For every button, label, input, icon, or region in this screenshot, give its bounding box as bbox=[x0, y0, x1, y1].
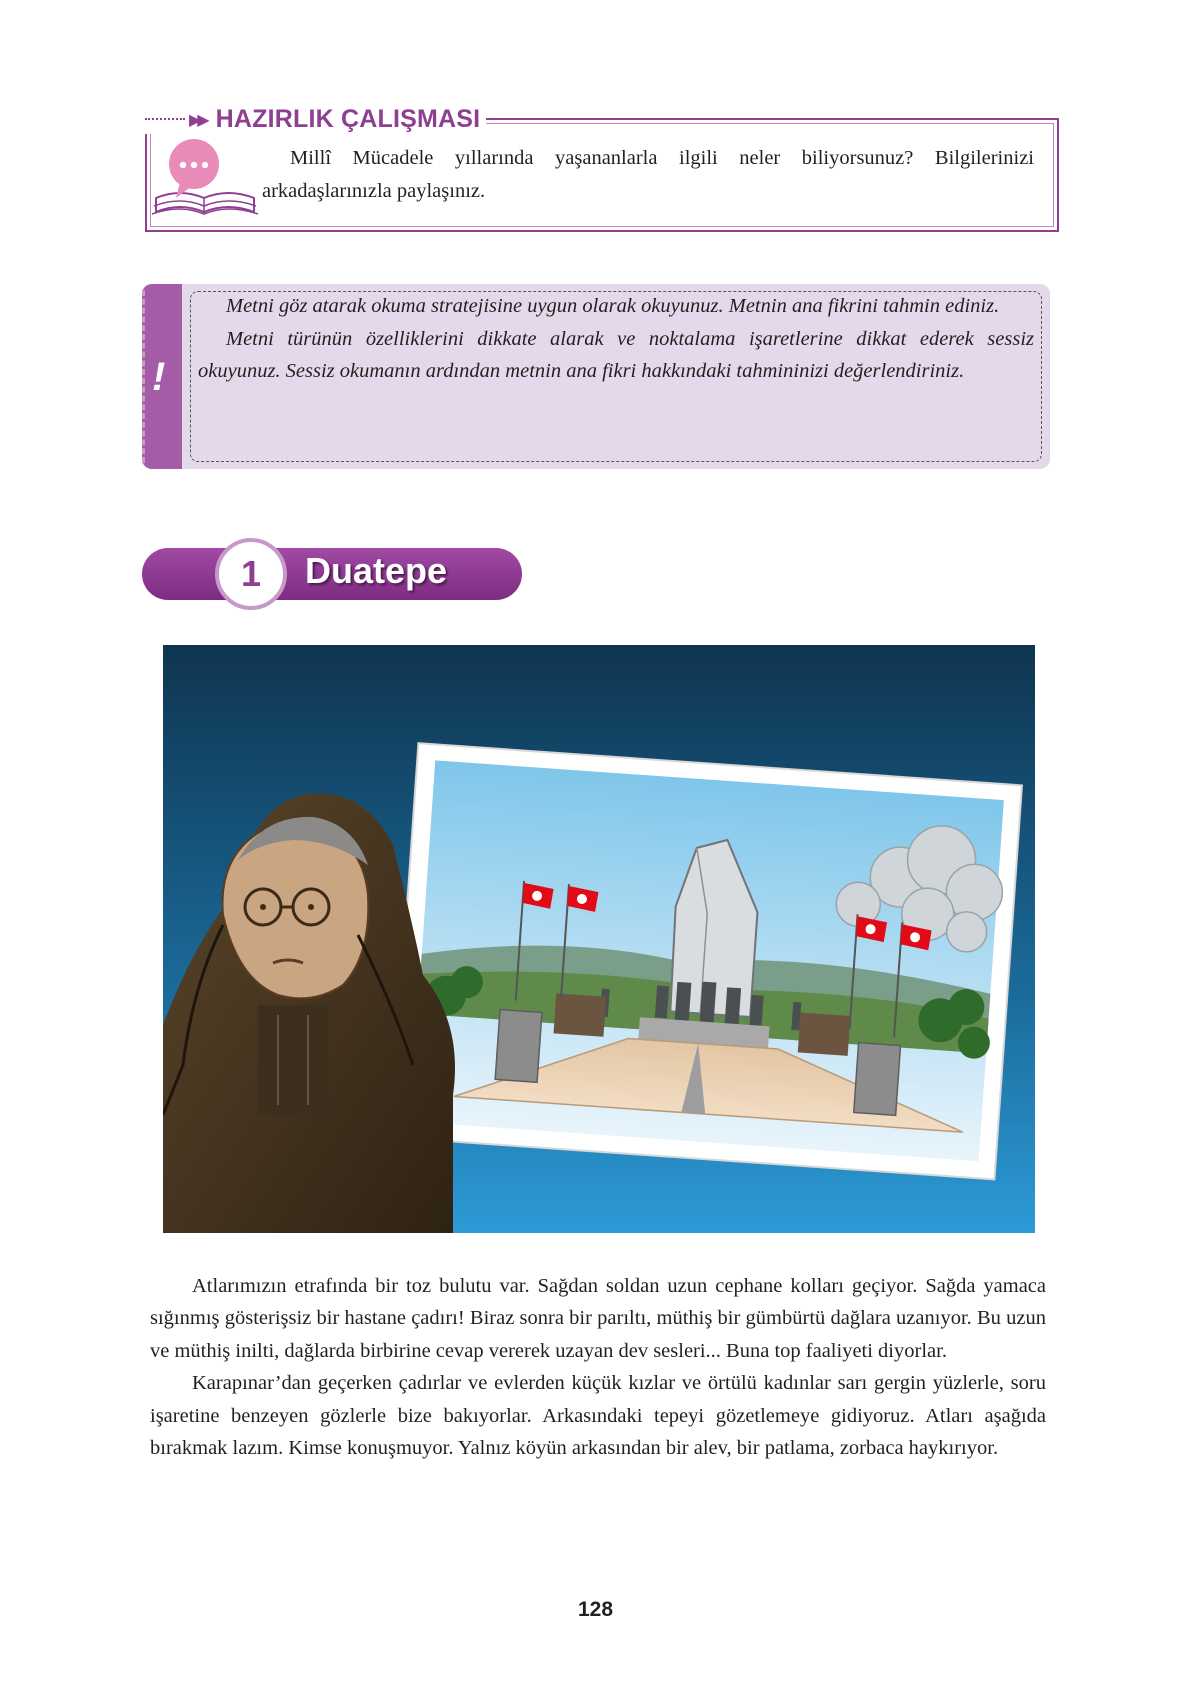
instruction-text bbox=[198, 290, 1034, 388]
body-paragraph: Atlarımızın etrafında bir toz bulutu var. Sağdan soldan uzun cephane kolları geçiyor. Sağda yamaca sığınmış gösterişsiz bir hastane çadırı! Biraz sonra bir parıltı, müthiş bir gümbürtü dağlara uzanıyor. Bu uzun ve müthiş inilti, dağlarda birbirine cevap vererek uzayan dev sesleri... Buna top faaliyeti diyorlar. bbox=[150, 1275, 1046, 1362]
section-number: 1 bbox=[215, 538, 287, 610]
instruction-paragraph: Metni göz atarak okuma stratejisine uygun olarak okuyunuz. Metnin ana fikrini tahmin ediniz. bbox=[226, 295, 1000, 317]
photo-frame bbox=[391, 743, 1022, 1179]
body-paragraph: Karapınar’dan geçerken çadırlar ve evlerden küçük kızlar ve örtülü kadınlar sarı gergin yüzlerle, soru işaretine benzeyen gözlerle bize bakıyorlar. Arkasındaki tepeyi gözetlemeye gidiyoruz. Atları aşağıda bırakmak lazım. Kimse konuşmuyor. Yalnız köyün arkasından bir alev, bir patlama, zorbaca haykırıyor. bbox=[150, 1372, 1046, 1460]
preparation-text bbox=[262, 142, 1034, 208]
illustration-duatepe-monument bbox=[163, 645, 1035, 1233]
speech-bubble-book-icon bbox=[150, 136, 260, 222]
preparation-paragraph: Millî Mücadele yıllarında yaşananlarla ilgili neler biliyorsunuz? Bilgilerinizi arkadaşlarınızla paylaşınız. bbox=[262, 147, 1034, 202]
double-arrow-icon: ▶▶ bbox=[189, 109, 206, 129]
instruction-paragraph: Metni türünün özelliklerini dikkate alarak ve noktalama işaretlerine dikkat ederek sessiz okuyunuz. Sessiz okumanın ardından metnin ana fikri hakkındaki tahmininizi değerlendiriniz. bbox=[198, 327, 1034, 382]
preparation-title: HAZIRLIK ÇALIŞMASI bbox=[215, 104, 481, 133]
exclamation-icon: ! bbox=[152, 355, 166, 399]
page-number: 128 bbox=[577, 1598, 614, 1621]
dotted-leader bbox=[145, 118, 185, 120]
section-title: Duatepe bbox=[305, 550, 448, 591]
body-text bbox=[150, 1270, 1046, 1464]
preparation-header bbox=[145, 104, 486, 134]
